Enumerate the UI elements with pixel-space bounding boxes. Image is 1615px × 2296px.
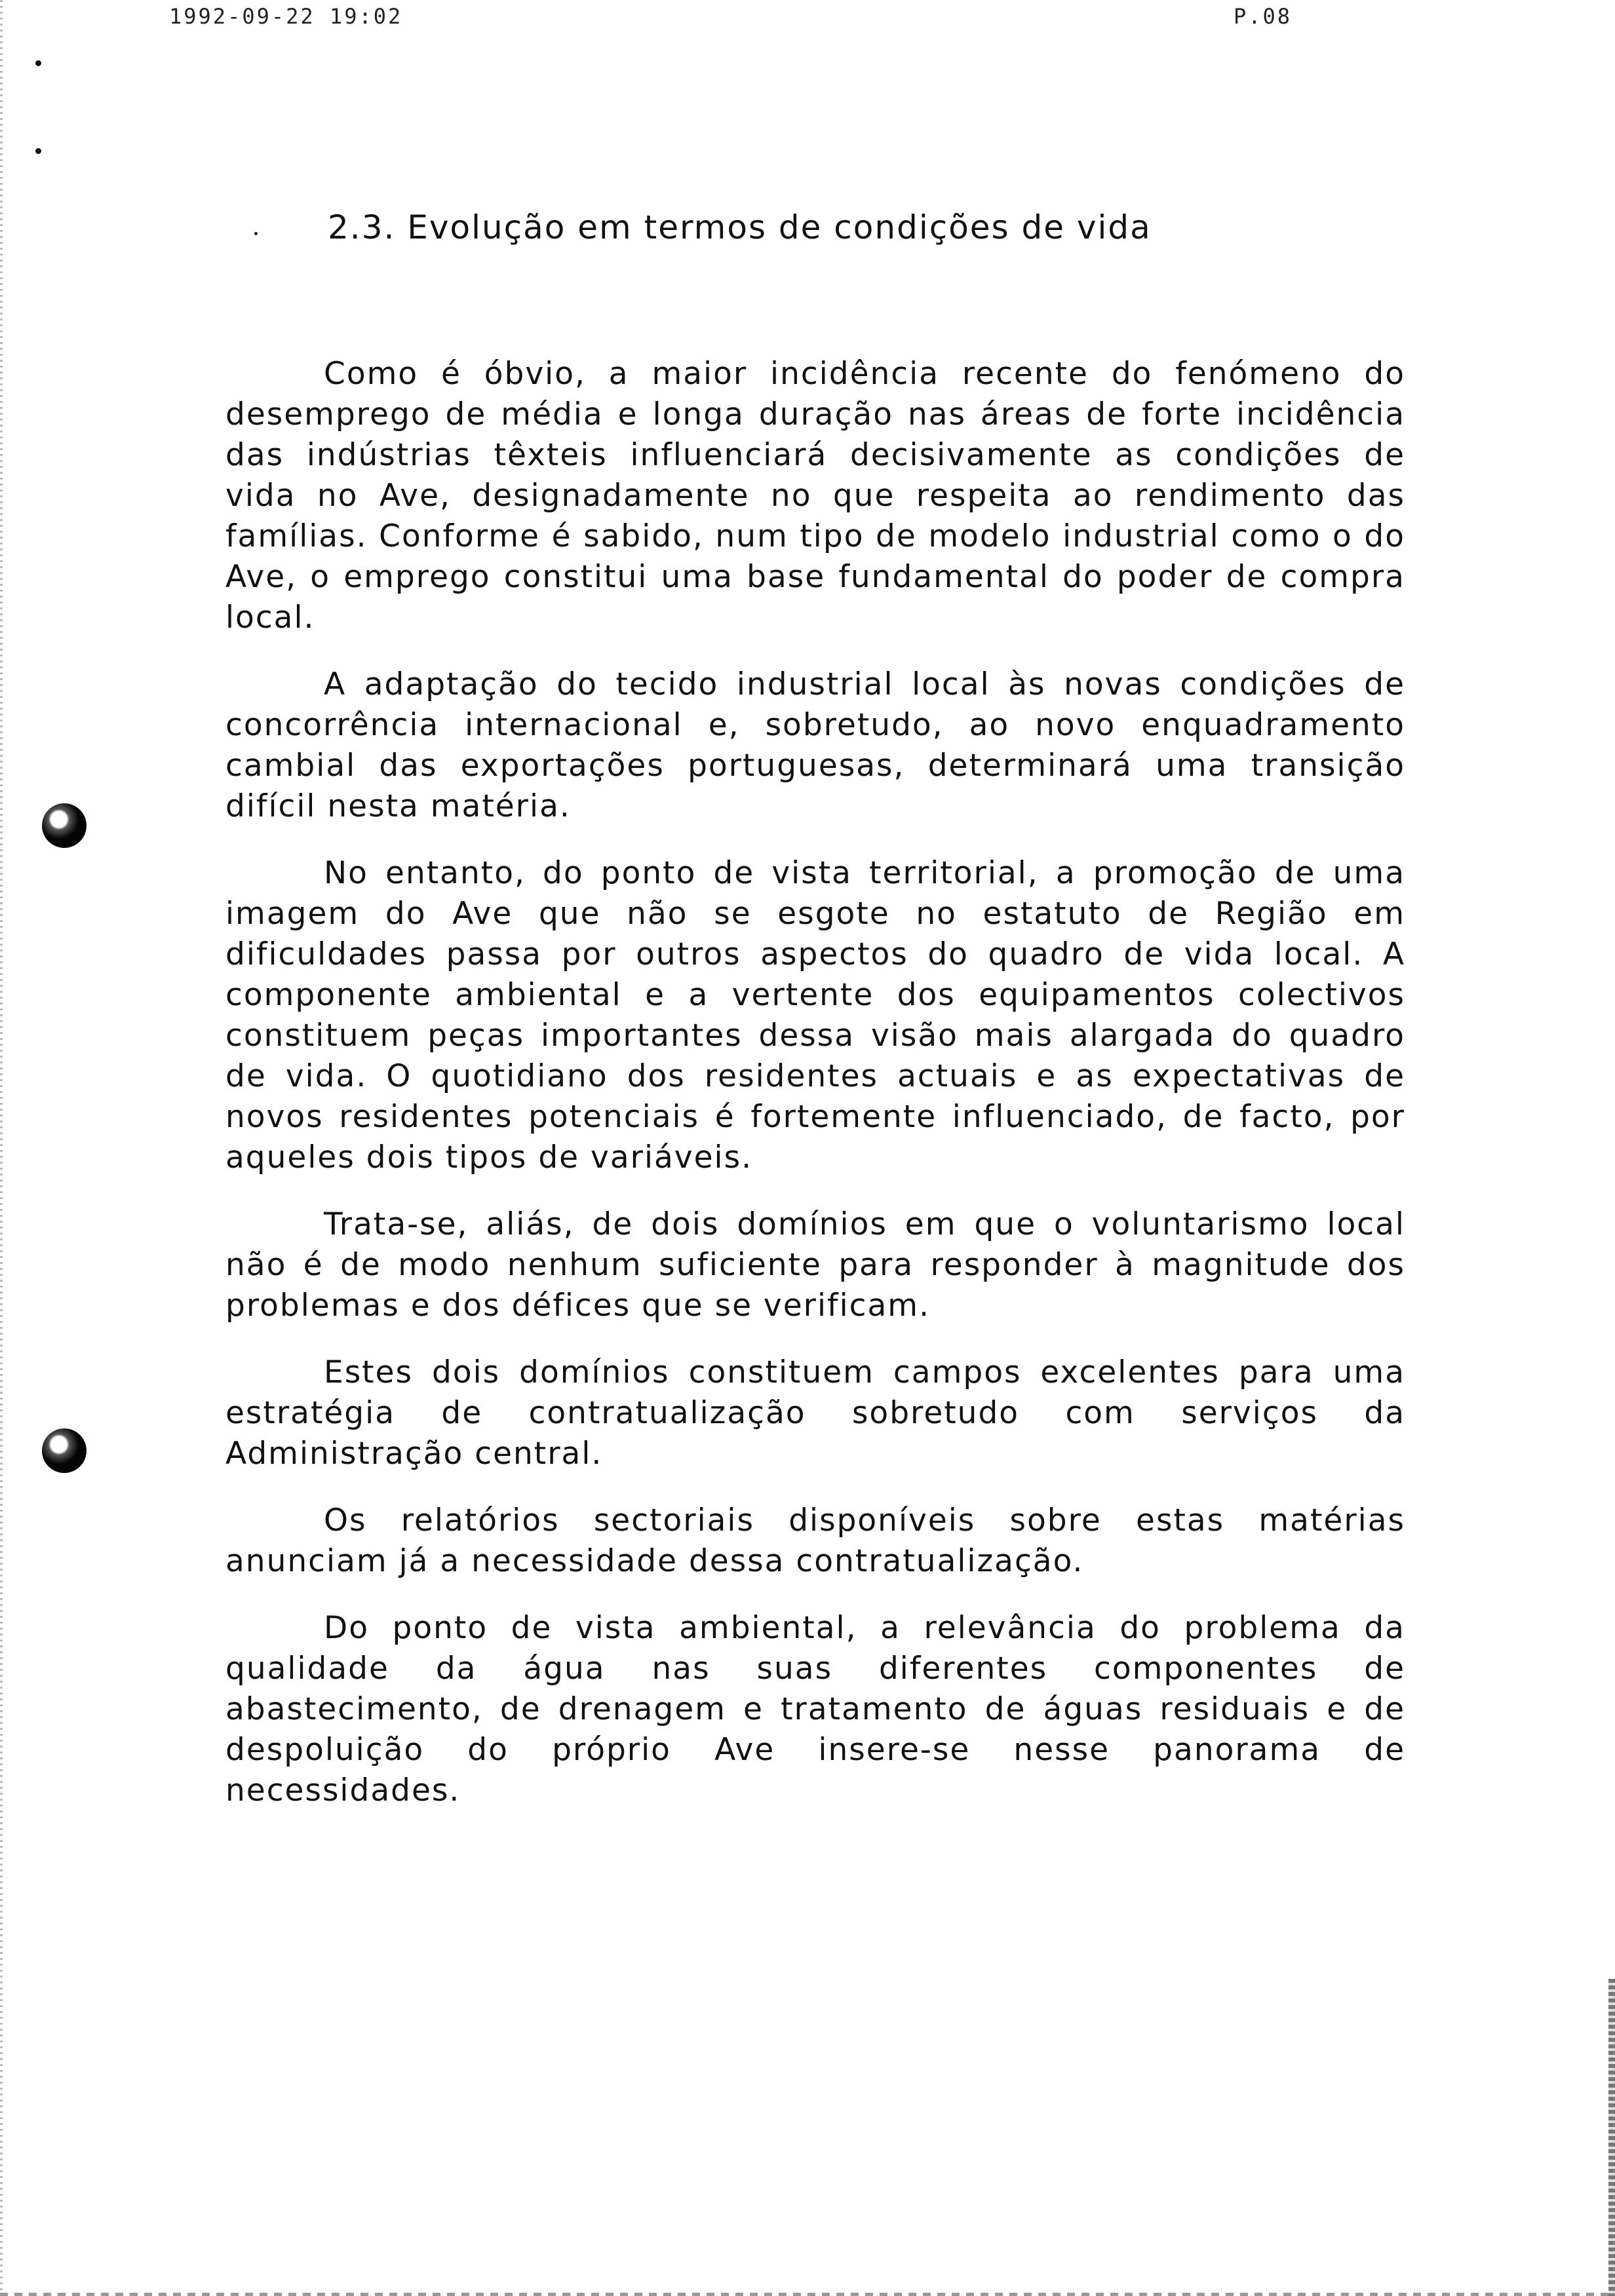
paragraph: Do ponto de vista ambiental, a relevância do problema da qualidade da água nas suas diferentes componentes de abastecimento, de drenagem e tratamento de águas residuais e de despoluição do próprio Ave insere-se nesse panorama de necessidades. xyxy=(225,1610,1405,1808)
scan-edge-bottom xyxy=(0,2293,1615,2296)
fax-header-page-number: P.08 xyxy=(1234,4,1293,29)
punch-hole-icon xyxy=(42,1428,87,1473)
punch-hole-icon xyxy=(42,803,87,848)
scan-edge-right xyxy=(1608,1979,1615,2296)
paragraph: A adaptação do tecido industrial local às novas condições de concorrência internacional e, sobretudo, ao novo enquadramento cambial das exportações portuguesas, determinará uma transição difícil nesta matéria. xyxy=(225,666,1405,824)
paragraph: No entanto, do ponto de vista territorial, a promoção de uma imagem do Ave que não se esgote no estatuto de Região em dificuldades passa por outros aspectos do quadro de vida local. A componente ambiental e a vertente dos equipamentos colectivos constituem peças importantes dessa visão mais alargada do quadro de vida. O quotidiano dos residentes actuais e as expectativas de novos residentes potenciais é fortemente influenciado, de facto, por aqueles dois tipos de variáveis. xyxy=(225,855,1405,1176)
margin-speck xyxy=(35,60,41,66)
margin-speck xyxy=(35,148,41,154)
paragraph: Trata-se, aliás, de dois domínios em que o voluntarismo local não é de modo nenhum suficiente para responder à magnitude dos problemas e dos défices que se verificam. xyxy=(225,1206,1405,1324)
margin-speck xyxy=(254,232,258,235)
paragraph: Estes dois domínios constituem campos excelentes para uma estratégia de contratualização sobretudo com serviços da Administração central. xyxy=(225,1354,1405,1472)
section-title: 2.3. Evolução em termos de condições de vida xyxy=(328,208,1152,246)
fax-header-datetime: 1992-09-22 19:02 xyxy=(169,4,403,29)
document-body xyxy=(225,354,1405,1837)
paragraph: Os relatórios sectoriais disponíveis sobre estas matérias anunciam já a necessidade dessa contratualização. xyxy=(225,1502,1405,1579)
paragraph: Como é óbvio, a maior incidência recente do fenómeno do desemprego de média e longa duração nas áreas de forte incidência das indústrias têxteis influenciará decisivamente as condições de vida no Ave, designadamente no que respeita ao rendimento das famílias. Conforme é sabido, num tipo de modelo industrial como o do Ave, o emprego constitui uma base fundamental do poder de compra local. xyxy=(225,356,1405,636)
scan-edge-left xyxy=(0,0,3,2296)
